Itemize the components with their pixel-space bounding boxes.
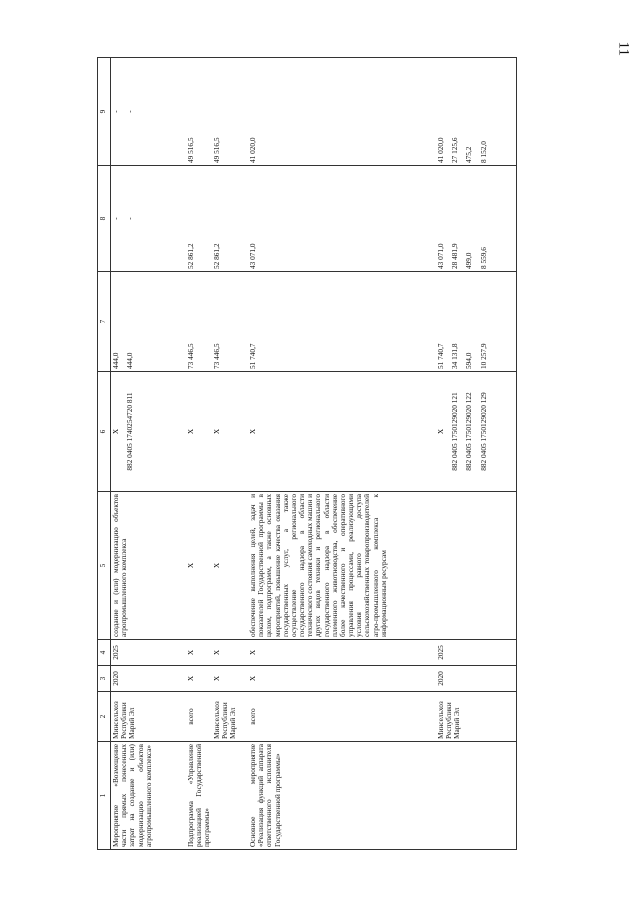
cell-executor: Минсельхоз Республики Марий Эл bbox=[436, 692, 516, 742]
budget-table bbox=[97, 57, 517, 850]
table-row bbox=[436, 58, 516, 850]
header-col-8: 8 bbox=[98, 166, 111, 272]
cell-start-year: X bbox=[186, 666, 213, 692]
cell-value-2022: - - bbox=[111, 58, 186, 166]
cell-event-name: Основное мероприятие «Реализация функций аппарата ответственного исполнителя Государственной программы» bbox=[248, 742, 436, 850]
cell-result bbox=[436, 492, 516, 640]
cell-value-2020: 51 740,7 34 131,8 594,0 10 257,9 bbox=[436, 272, 516, 372]
table-header-row bbox=[98, 58, 111, 850]
page-number: 11 bbox=[615, 41, 631, 56]
cell-value-2021: 43 071,0 bbox=[248, 166, 436, 272]
cell-event-name: Мероприятие «Возмещение части прямых понесенных затрат на создание и (или) модернизацию объектов агропромышленного комплекса» bbox=[111, 742, 186, 850]
header-col-5: 5 bbox=[98, 492, 111, 640]
cell-executor: всего bbox=[186, 692, 213, 742]
cell-result: обеспечение выполнения целей, задач и показателей Государственной программы в целом, подпрограмм, а также основных мероприятий, повышение качества оказания государственных услуг, а также осуществление регионального государственного надзора в области технического состояния самоходных машин и других видов техники и регионального государственного надзора в области племенного животноводства, обеспечение более качественного и оперативного управления процессами, реализующими условия равного доступа сельскохозяйственных товаропроизводителей агро-промышленного комплекса к информационным ресурсам bbox=[248, 492, 436, 640]
cell-end-year: X bbox=[248, 640, 436, 666]
cell-budget-code: X bbox=[212, 372, 248, 492]
cell-value-2020: 73 446,5 bbox=[212, 272, 248, 372]
cell-value-2021: 52 861,2 bbox=[212, 166, 248, 272]
cell-executor: Минсельхоз Республики Марий Эл bbox=[111, 692, 186, 742]
cell-event-name bbox=[436, 742, 516, 850]
cell-start-year: X bbox=[248, 666, 436, 692]
cell-end-year: 2025 bbox=[436, 640, 516, 666]
cell-event-name: Подпрограмма «Управление реализацией Государственной программы» bbox=[186, 742, 213, 850]
cell-end-year: 2025 bbox=[111, 640, 186, 666]
table-row bbox=[248, 58, 436, 850]
cell-budget-code: X bbox=[186, 372, 213, 492]
cell-value-2022: 41 020,0 bbox=[248, 58, 436, 166]
header-col-6: 6 bbox=[98, 372, 111, 492]
cell-start-year: 2020 bbox=[436, 666, 516, 692]
cell-executor: Минсельхоз Республики Марий Эл bbox=[212, 692, 248, 742]
cell-value-2020: 51 740,7 bbox=[248, 272, 436, 372]
cell-end-year: X bbox=[212, 640, 248, 666]
cell-value-2021: 52 861,2 bbox=[186, 166, 213, 272]
cell-result: создание и (или) модернизацию объектов агропромышленного комплекса bbox=[111, 492, 186, 640]
cell-result: X bbox=[186, 492, 213, 640]
cell-budget-code: X bbox=[248, 372, 436, 492]
header-col-4: 4 bbox=[98, 640, 111, 666]
cell-value-2021: - - bbox=[111, 166, 186, 272]
cell-result: X bbox=[212, 492, 248, 640]
header-col-2: 2 bbox=[98, 692, 111, 742]
cell-start-year: 2020 bbox=[111, 666, 186, 692]
cell-value-2020: 444,0 444,0 bbox=[111, 272, 186, 372]
cell-value-2020: 73 446,5 bbox=[186, 272, 213, 372]
cell-value-2022: 41 020,0 27 125,6 475,2 8 152,0 bbox=[436, 58, 516, 166]
table-row bbox=[186, 58, 213, 850]
rotated-table-container bbox=[97, 58, 577, 850]
cell-value-2022: 49 516,5 bbox=[212, 58, 248, 166]
header-col-9: 9 bbox=[98, 58, 111, 166]
header-col-7: 7 bbox=[98, 272, 111, 372]
header-col-1: 1 bbox=[98, 742, 111, 850]
cell-end-year: X bbox=[186, 640, 213, 666]
header-col-3: 3 bbox=[98, 666, 111, 692]
cell-event-name bbox=[212, 742, 248, 850]
cell-value-2022: 49 516,5 bbox=[186, 58, 213, 166]
cell-start-year: X bbox=[212, 666, 248, 692]
cell-executor: всего bbox=[248, 692, 436, 742]
table-row bbox=[111, 58, 186, 850]
cell-budget-code: X 882 0405 1750129020 121 882 0405 1750129020 122 882 0405 1750129020 129 bbox=[436, 372, 516, 492]
cell-budget-code: X 882 0405 1740254720 811 bbox=[111, 372, 186, 492]
table-row bbox=[212, 58, 248, 850]
cell-value-2021: 43 071,0 28 481,9 499,0 8 559,6 bbox=[436, 166, 516, 272]
